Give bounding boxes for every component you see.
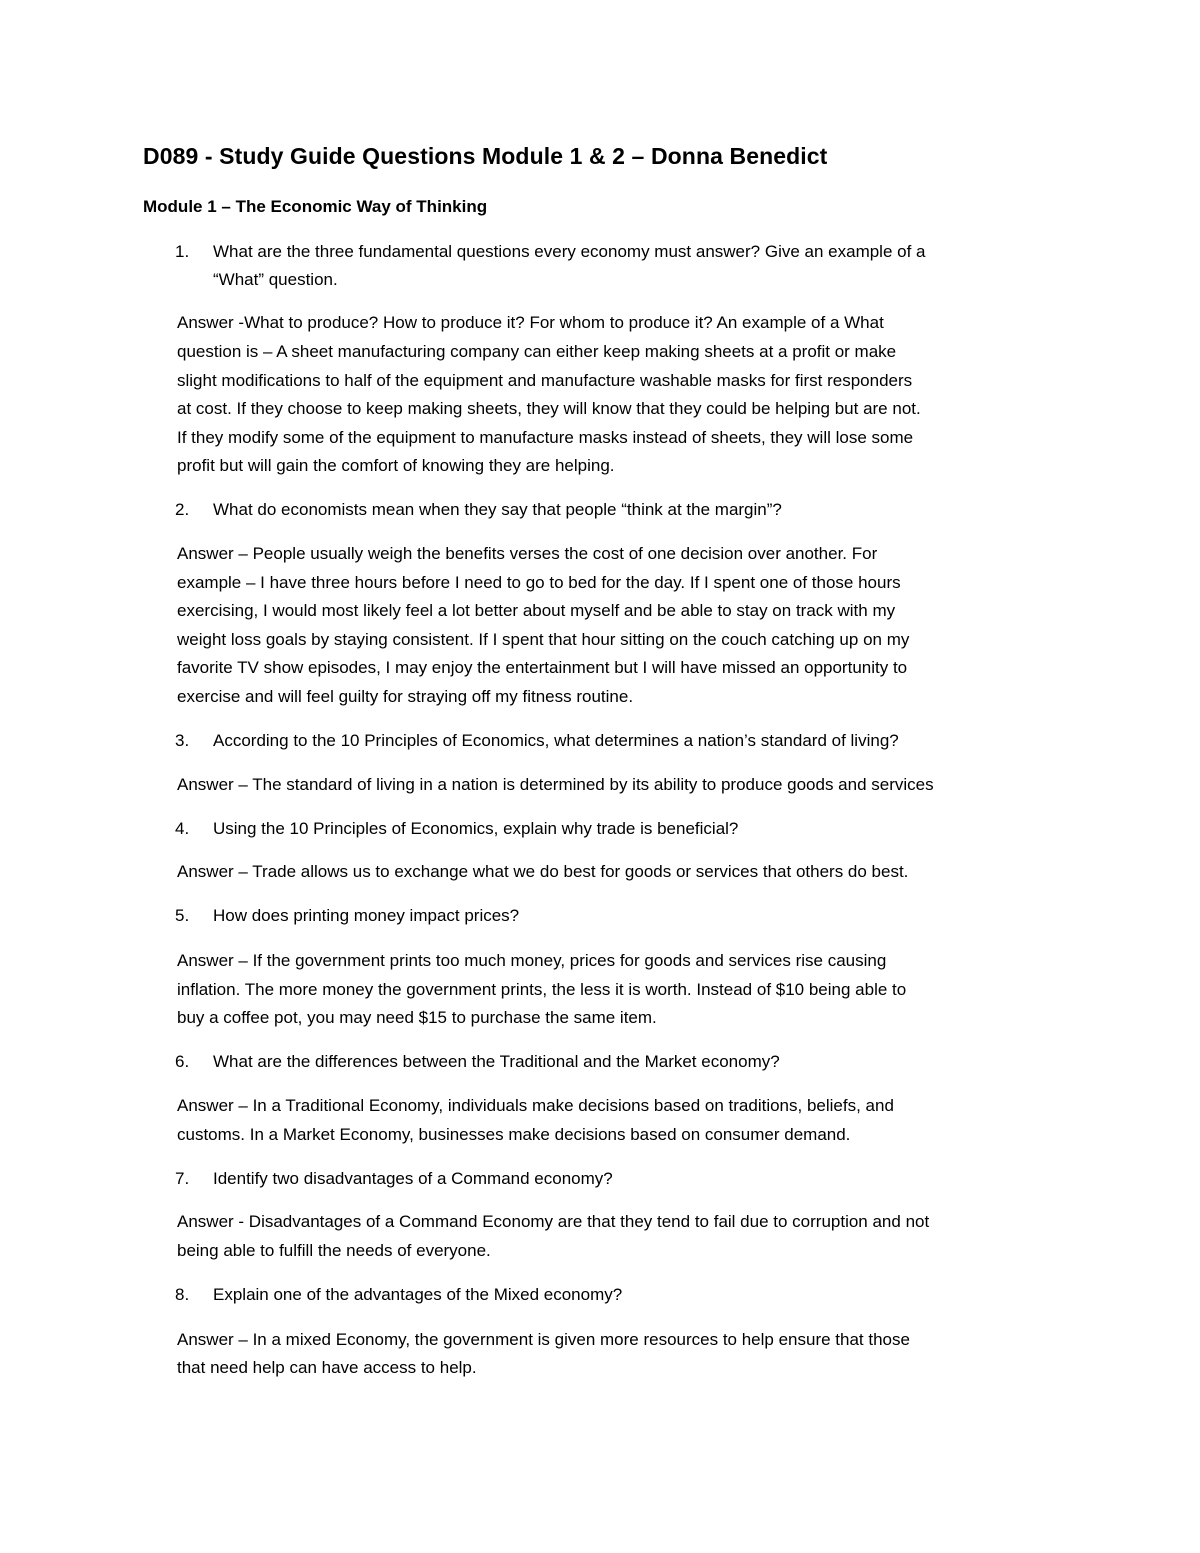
question-number: 3. bbox=[175, 731, 190, 750]
answer-line: question is – A sheet manufacturing company can either keep making sheets at a profit or make bbox=[177, 342, 897, 361]
question-line: How does printing money impact prices? bbox=[213, 906, 520, 925]
question-number: 1. bbox=[175, 242, 190, 261]
answer-line: Answer – In a Traditional Economy, individuals make decisions based on traditions, beliefs, and bbox=[177, 1096, 894, 1115]
answer-line: If they modify some of the equipment to manufacture masks instead of sheets, they will lose some bbox=[177, 428, 914, 447]
question-line: Explain one of the advantages of the Mixed economy? bbox=[213, 1285, 623, 1304]
answer-line: at cost. If they choose to keep making sheets, they will know that they could be helping but are not. bbox=[177, 399, 921, 418]
answer-line: slight modifications to half of the equipment and manufacture washable masks for first responders bbox=[177, 371, 913, 390]
answer-line: Answer - Disadvantages of a Command Economy are that they tend to fail due to corruption and not bbox=[177, 1212, 930, 1231]
question-line: What are the three fundamental questions every economy must answer? Give an example of a bbox=[213, 242, 926, 261]
answer-line: Answer – The standard of living in a nation is determined by its ability to produce goods and services bbox=[177, 775, 934, 794]
answer-line: Answer – People usually weigh the benefits verses the cost of one decision over another. For bbox=[177, 544, 878, 563]
answer-line: inflation. The more money the government prints, the less it is worth. Instead of $10 being able to bbox=[177, 980, 907, 999]
answer-line: example – I have three hours before I need to go to bed for the day. If I spent one of those hours bbox=[177, 573, 901, 592]
document-title: D089 - Study Guide Questions Module 1 & 2 – Donna Benedict bbox=[143, 143, 828, 169]
answer-line: being able to fulfill the needs of everyone. bbox=[177, 1241, 491, 1260]
question-number: 2. bbox=[175, 500, 190, 519]
answer-line: buy a coffee pot, you may need $15 to purchase the same item. bbox=[177, 1008, 657, 1027]
question-number: 5. bbox=[175, 906, 190, 925]
question-number: 7. bbox=[175, 1169, 190, 1188]
answer-line: Answer -What to produce? How to produce it? For whom to produce it? An example of a What bbox=[177, 313, 884, 332]
answer-line: that need help can have access to help. bbox=[177, 1358, 477, 1377]
answer-line: exercise and will feel guilty for straying off my fitness routine. bbox=[177, 687, 634, 706]
answer-line: Answer – In a mixed Economy, the government is given more resources to help ensure that those bbox=[177, 1330, 910, 1349]
question-number: 4. bbox=[175, 819, 190, 838]
answer-line: Answer – Trade allows us to exchange what we do best for goods or services that others do best. bbox=[177, 862, 909, 881]
answer-line: weight loss goals by staying consistent. If I spent that hour sitting on the couch catching up on my bbox=[177, 630, 910, 649]
answer-line: customs. In a Market Economy, businesses make decisions based on consumer demand. bbox=[177, 1125, 851, 1144]
answer-line: Answer – If the government prints too much money, prices for goods and services rise causing bbox=[177, 951, 887, 970]
answer-line: exercising, I would most likely feel a lot better about myself and be able to stay on track with my bbox=[177, 601, 896, 620]
question-line: What do economists mean when they say that people “think at the margin”? bbox=[213, 500, 782, 519]
question-number: 8. bbox=[175, 1285, 190, 1304]
question-line: Using the 10 Principles of Economics, explain why trade is beneficial? bbox=[213, 819, 739, 838]
answer-line: favorite TV show episodes, I may enjoy the entertainment but I will have missed an opportunity to bbox=[177, 658, 908, 677]
module-heading: Module 1 – The Economic Way of Thinking bbox=[143, 197, 488, 216]
question-number: 6. bbox=[175, 1052, 190, 1071]
question-line: What are the differences between the Traditional and the Market economy? bbox=[213, 1052, 780, 1071]
question-line: Identify two disadvantages of a Command economy? bbox=[213, 1169, 613, 1188]
answer-line: profit but will gain the comfort of knowing they are helping. bbox=[177, 456, 615, 475]
question-line: According to the 10 Principles of Economics, what determines a nation’s standard of living? bbox=[213, 731, 899, 750]
question-line: “What” question. bbox=[213, 270, 338, 289]
